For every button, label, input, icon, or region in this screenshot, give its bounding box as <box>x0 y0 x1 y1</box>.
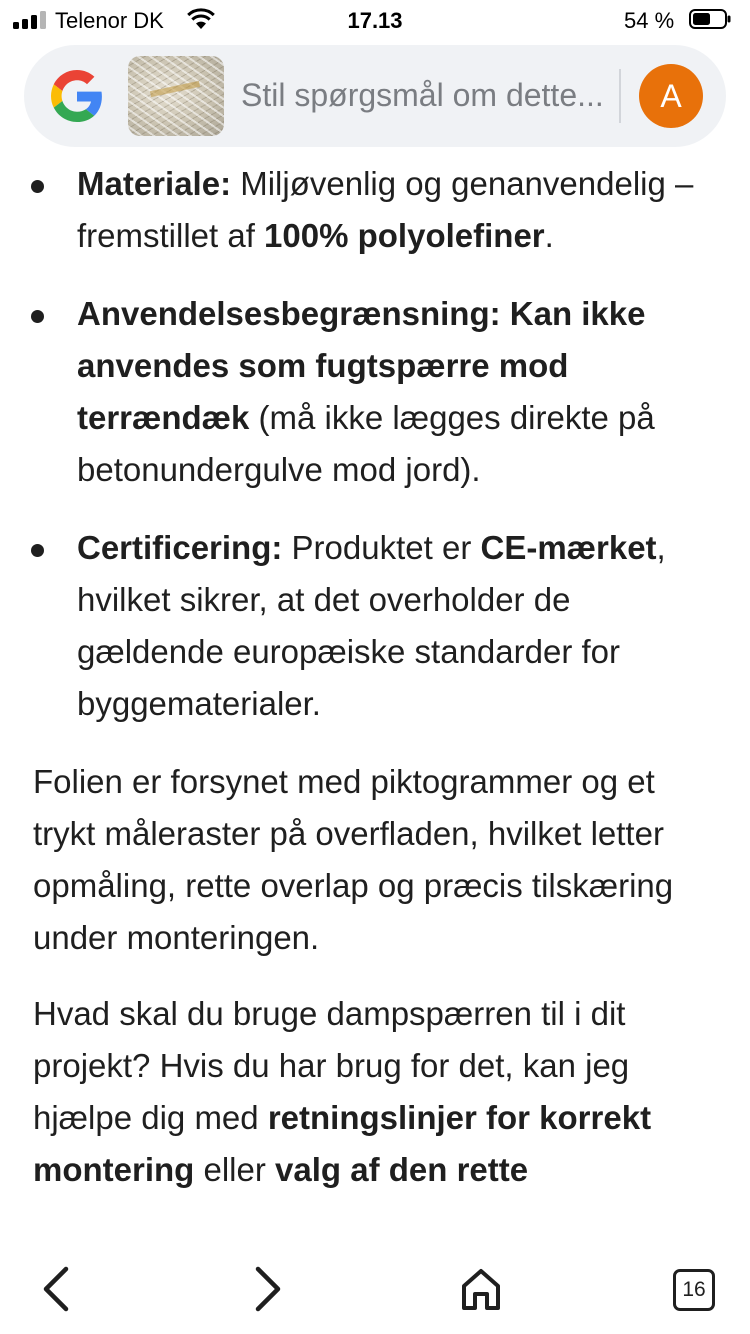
home-button[interactable] <box>460 1266 502 1312</box>
image-thumbnail[interactable] <box>128 56 224 136</box>
clock: 17.13 <box>347 8 403 33</box>
answer-content <box>0 158 750 1244</box>
carrier-name: Telenor DK <box>55 8 164 33</box>
list-item-text: Produktet er <box>282 529 481 566</box>
paragraph <box>0 988 750 1196</box>
list-item-text: (må ikke lægges direkte på betonundergulve mod jord). <box>77 399 655 488</box>
list-item-label: Anvendelsesbegrænsning: Kan ikke anvendes som fugtspærre mod terrændæk <box>77 295 646 436</box>
list-item-text: Miljøvenlig og genanvendelig – fremstillet af <box>77 165 694 254</box>
chevron-left-icon <box>38 1266 74 1312</box>
bottom-toolbar <box>0 1244 750 1334</box>
paragraph-text: Hvad skal du bruge dampspærren til i dit projekt? Hvis du har brug for det, kan jeg hjælpe dig med <box>33 995 630 1136</box>
list-item-text: . <box>544 217 554 254</box>
battery-icon <box>689 9 731 29</box>
back-button[interactable] <box>38 1266 74 1312</box>
paragraph-bold-text: valg af den rette <box>275 1151 529 1188</box>
list-item-bold-text: 100% polyolefiner <box>264 217 545 254</box>
chevron-right-icon <box>250 1266 286 1312</box>
battery-percentage: 54 % <box>624 8 675 33</box>
home-icon <box>460 1266 502 1312</box>
bullet-list <box>0 158 750 730</box>
tabs-button[interactable]: 16 <box>673 1269 715 1311</box>
list-item <box>0 522 750 730</box>
bullet-icon <box>31 544 44 557</box>
status-bar <box>0 0 750 42</box>
search-input[interactable]: Stil spørgsmål om dette... <box>241 77 604 113</box>
paragraph: Folien er forsynet med piktogrammer og et trykt måleraster på overfladen, hvilket letter opmåling, rette overlap og præcis tilskæring under monteringen. <box>33 763 674 956</box>
paragraph-bold-text: retningslinjer for korrekt montering <box>33 1099 652 1188</box>
list-item <box>0 288 750 496</box>
bullet-icon <box>31 180 44 193</box>
bullet-icon <box>31 310 44 323</box>
google-logo-icon[interactable] <box>51 70 103 122</box>
search-bar[interactable] <box>24 45 726 147</box>
list-item-label: Materiale: <box>77 165 232 202</box>
list-item-text: , hvilket sikrer, at det overholder de gældende europæiske standarder for byggematerialer. <box>77 529 666 722</box>
list-item <box>0 158 750 262</box>
account-avatar[interactable]: A <box>639 64 703 128</box>
search-divider <box>619 69 621 123</box>
list-item-bold-text: CE-mærket <box>480 529 657 566</box>
paragraph-text: eller <box>194 1151 276 1188</box>
list-item-label: Certificering: <box>77 529 283 566</box>
forward-button[interactable] <box>250 1266 286 1312</box>
